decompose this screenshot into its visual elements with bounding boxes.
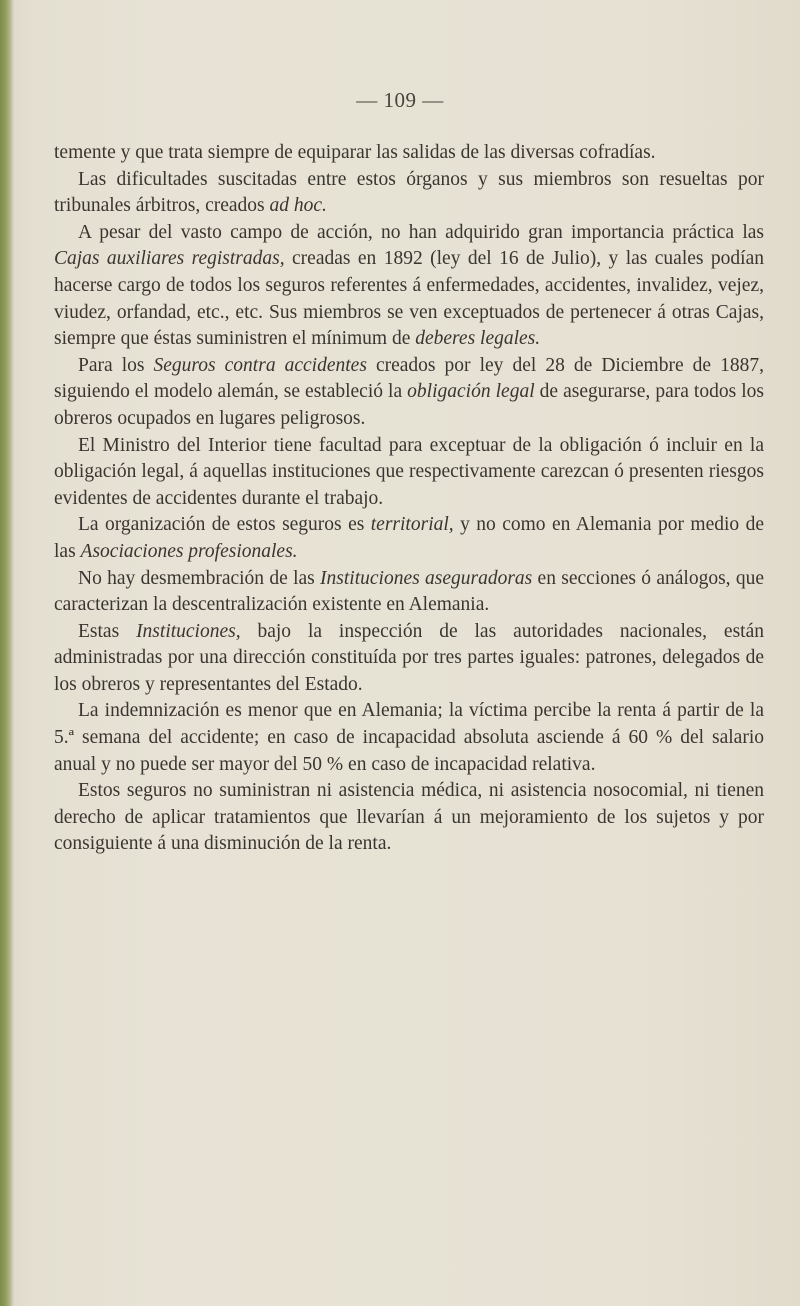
italic-text-run: Seguros contra accidentes	[153, 354, 367, 376]
text-run: La organización de estos seguros es	[78, 514, 371, 536]
paragraph	[54, 698, 764, 778]
italic-text-run: ad hoc.	[269, 195, 327, 217]
text-run: No hay desmembración de las	[78, 567, 321, 589]
text-run: creadas en 1892 (ley del 16 de Julio), y las cuales podían hacerse cargo de todos los seguros referentes á enfermedades, accidentes, invalidez, vejez, viudez, orfandad, etc., etc. Sus miembros se ven exceptuados de pertenecer á otras Cajas, siempre que éstas suministren el mínimum de	[54, 248, 764, 350]
text-run: temente y que trata siempre de equiparar las salidas de las diversas cofradías.	[54, 142, 656, 163]
paragraph	[54, 512, 764, 565]
italic-text-run: Asociaciones profesionales.	[80, 540, 298, 562]
text-run: en secciones ó análogos, que caracterizan la descentralización existente en Alemania.	[54, 567, 764, 616]
italic-text-run: territorial,	[370, 514, 454, 536]
italic-text-run: Instituciones,	[136, 620, 241, 642]
italic-text-run: Cajas auxiliares registradas,	[54, 248, 285, 270]
paragraph	[54, 353, 764, 433]
italic-text-run: deberes legales.	[415, 328, 541, 350]
paragraph	[54, 778, 764, 858]
page-number: — 109 —	[356, 88, 444, 112]
page-spine-edge	[0, 0, 14, 1306]
text-run: y no como en Alemania por medio de las	[54, 514, 764, 562]
text-run: bajo la inspección de las autoridades nacionales, están administradas por una dirección constituída por tres partes iguales: patrones, delegados de los obreros y representantes del Estado.	[54, 620, 764, 695]
paragraph	[54, 140, 764, 167]
paragraph	[54, 167, 764, 220]
text-run: de asegurarse, para todos los obreros ocupados en lugares peligrosos.	[54, 381, 764, 429]
paragraph	[54, 433, 764, 513]
italic-text-run: Instituciones aseguradoras	[320, 567, 533, 589]
text-run: Estas	[78, 620, 137, 642]
text-run: Para los	[78, 354, 154, 376]
text-run: A pesar del vasto campo de acción, no han adquirido gran importancia práctica las	[78, 221, 764, 243]
text-run: El Ministro del Interior tiene facultad para exceptuar de la obligación ó incluir en la obligación legal, á aquellas instituciones que respectivamente carezcan ó presenten riesgos evidentes de accidentes durante el trabajo.	[54, 434, 764, 509]
paragraph	[54, 566, 764, 619]
text-run: La indemnización es menor que en Alemania; la víctima percibe la renta á partir de la 5.ª semana del accidente; en caso de incapacidad absoluta asciende á 60 % del salario anual y no puede ser mayor del 50 % en caso de incapacidad relativa.	[54, 700, 764, 775]
text-run: creados por ley del 28 de Diciembre de 1887, siguiendo el modelo alemán, se estableció la	[54, 354, 764, 403]
body-text	[54, 140, 764, 858]
paragraph	[54, 619, 764, 699]
text-run: Las dificultades suscitadas entre estos órganos y sus miembros son resueltas por tribunales árbitros, creados	[54, 168, 764, 217]
text-run: Estos seguros no suministran ni asistencia médica, ni asistencia nosocomial, ni tienen derecho de aplicar tratamientos que llevarían á un mejoramiento de los sujetos y por consiguiente á una disminución de la renta.	[54, 780, 764, 855]
italic-text-run: obligación legal	[407, 381, 535, 403]
paragraph	[54, 220, 764, 353]
